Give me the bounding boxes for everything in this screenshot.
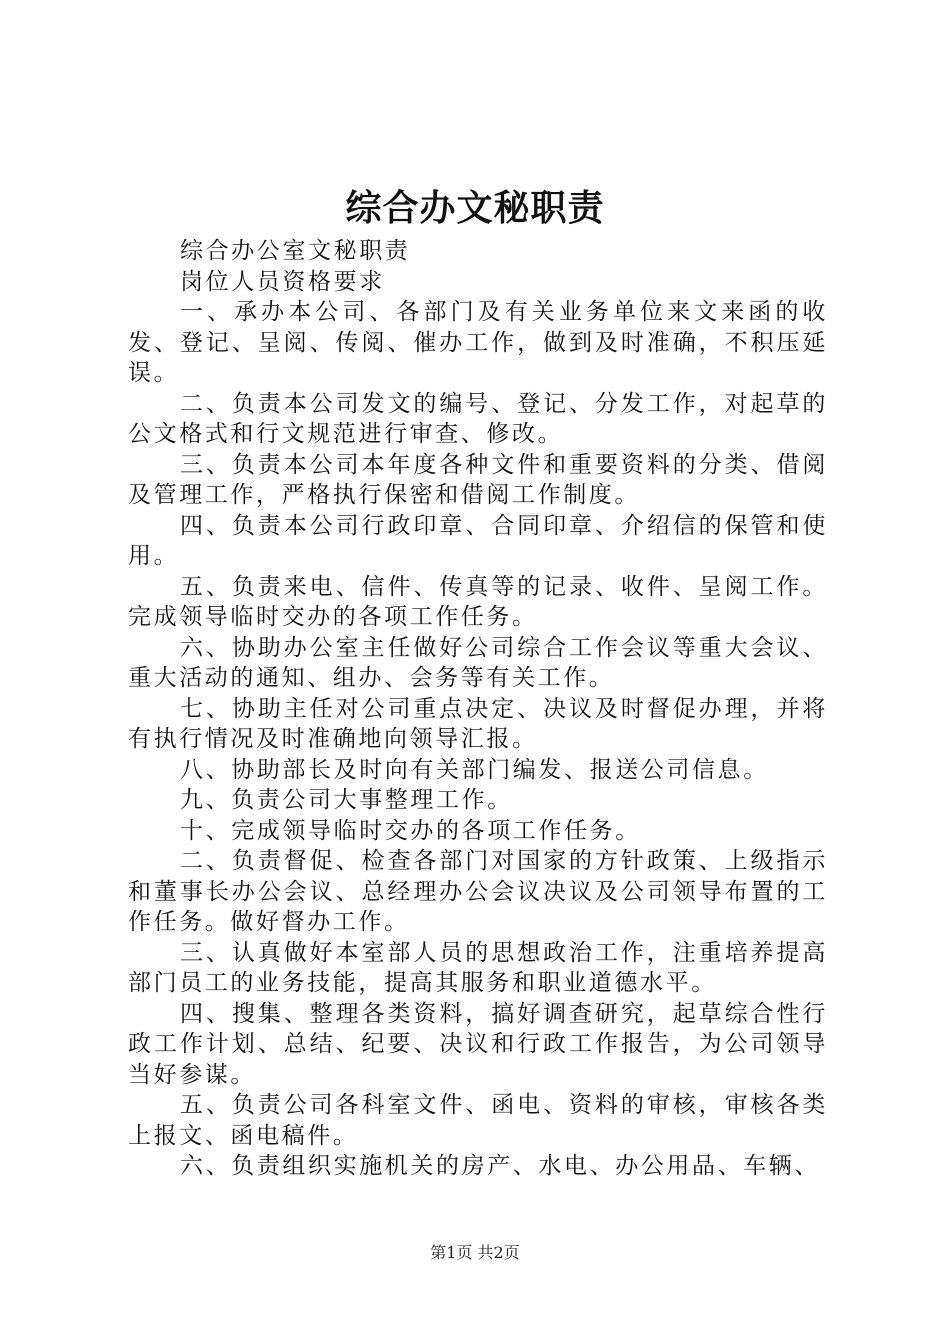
paragraph: 三、负责本公司本年度各种文件和重要资料的分类、借阅及管理工作，严格执行保密和借阅工作制度。: [128, 451, 828, 508]
paragraph: 综合办公室文秘职责: [180, 238, 411, 264]
paragraph: 四、搜集、整理各类资料，搞好调查研究，起草综合性行政工作计划、总结、纪要、决议和行政工作报告，为公司领导当好参谋。: [128, 1000, 828, 1088]
paragraph: 九、负责公司大事整理工作。: [180, 787, 513, 813]
paragraph: 二、负责本公司发文的编号、登记、分发工作，对起草的公文格式和行文规范进行审查、修改。: [128, 390, 828, 447]
page-footer: [0, 1243, 950, 1263]
paragraph: 二、负责督促、检查各部门对国家的方针政策、上级指示和董事长办公会议、总经理办公会议决议及公司领导布置的工作任务。做好督办工作。: [128, 848, 828, 935]
paragraph: 三、认真做好本室部人员的思想政治工作，注重培养提高部门员工的业务技能，提高其服务和职业道德水平。: [128, 939, 828, 996]
page-indicator: 第1页 共2页: [430, 1243, 520, 1262]
paragraph: 六、负责组织实施机关的房产、水电、办公用品、车辆、: [180, 1153, 820, 1179]
paragraph: 岗位人员资格要求: [180, 268, 385, 295]
document-title: 综合办文秘职责: [345, 187, 605, 229]
document-body: [128, 236, 828, 1182]
paragraph: 八、协助部长及时向有关部门编发、报送公司信息。: [180, 756, 769, 783]
paragraph: 七、协助主任对公司重点决定、决议及时督促办理，并将有执行情况及时准确地向领导汇报。: [128, 695, 828, 752]
paragraph: 六、协助办公室主任做好公司综合工作会议等重大会议、重大活动的通知、组办、会务等有关工作。: [128, 634, 828, 691]
paragraph: 四、负责本公司行政印章、合同印章、介绍信的保管和使用。: [128, 512, 828, 569]
paragraph: 一、承办本公司、各部门及有关业务单位来文来函的收发、登记、呈阅、传阅、催办工作，做到及时准确，不积压延误。: [128, 299, 828, 386]
paragraph: 十、完成领导临时交办的各项工作任务。: [180, 817, 641, 844]
paragraph: 五、负责公司各科室文件、函电、资料的审核，审核各类上报文、函电稿件。: [128, 1092, 828, 1149]
paragraph: 五、负责来电、信件、传真等的记录、收件、呈阅工作。完成领导临时交办的各项工作任务。: [128, 573, 828, 630]
